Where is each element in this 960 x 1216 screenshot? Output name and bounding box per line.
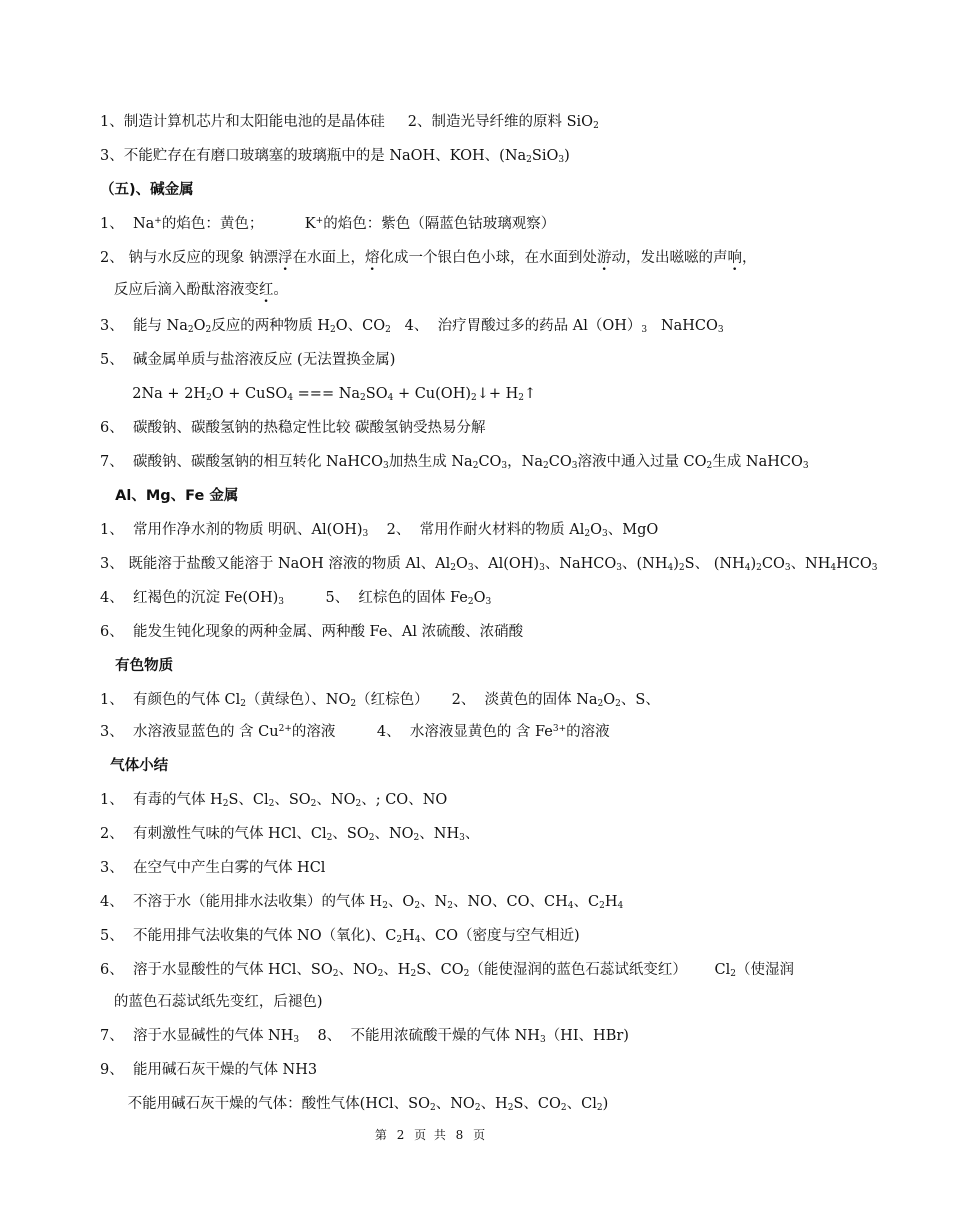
text-line: 不能用碱石灰干燥的气体：酸性气体(HCl、$SO_2$、$NO_2$、$H_2S$、$CO_2$、$Cl_2$) — [100, 1096, 609, 1113]
text-line: 6、 碳酸钠、碳酸氢钠的热稳定性比较 碳酸氢钠受热易分解 — [100, 420, 486, 436]
section-heading: 有色物质 — [100, 658, 174, 674]
text-line: 1、制造计算机芯片和太阳能电池的是晶体硅 2、制造光导纤维的原料 SiO$_2$ — [100, 114, 599, 131]
text-line: 1、 有颜色的气体 $Cl_2$（黄绿色）、$NO_2$（红棕色） 2、 淡黄色的固体 $Na_2O_2$、S、 — [100, 692, 660, 709]
text-line: 1、 常用作净水剂的物质 明矾、$Al(OH)_3$ 2、 常用作耐火材料的物质 $Al_2O_3$、MgO — [100, 522, 659, 539]
footer-total-unit: 页 — [473, 1128, 486, 1142]
page-footer — [0, 1126, 860, 1143]
footer-page-number: 2 — [396, 1128, 405, 1142]
text-line: 7、 碳酸钠、碳酸氢钠的相互转化 NaHCO$_3$加热生成 $Na_2CO_3$，$Na_2CO_3$溶液中通入过量 $CO_2$生成 NaHCO$_3$ — [100, 454, 809, 471]
footer-total-number: 8 — [455, 1128, 464, 1142]
footer-page-word: 第 — [374, 1128, 387, 1142]
text-line: 3、 能与 $Na_2O_2$反应的两种物质 $H_2O$、$CO_2$ 4、 治疗胃酸过多的药品 $Al(OH)_3$ NaHCO$_3$ — [100, 318, 724, 335]
text-line: 2、 有刺激性气味的气体 HCl、$Cl_2$、$SO_2$、$NO_2$、$NH_3$、 — [100, 826, 480, 843]
text-line: 6、 能发生钝化现象的两种金属、两种酸 Fe、Al 浓硫酸、浓硝酸 — [100, 624, 524, 640]
text-line: 7、 溶于水显碱性的气体 $NH_3$ 8、 不能用浓硫酸干燥的气体 $NH_3(HI$、HBr) — [100, 1028, 629, 1045]
footer-page-unit: 页 — [414, 1128, 427, 1142]
section-heading: （五)、碱金属 — [100, 182, 194, 198]
text-line: 3、不能贮存在有磨口玻璃塞的玻璃瓶中的是 NaOH、KOH、$(Na_2SiO_3)$ — [100, 148, 570, 165]
text-line: 3、 在空气中产生白雾的气体 HCl — [100, 860, 326, 876]
text-line: 5、 不能用排气法收集的气体 NO（氧化)、$C_2H_4$、CO（密度与空气相近) — [100, 928, 580, 945]
footer-total-word: 共 — [433, 1128, 446, 1142]
text-line: 1、 有毒的气体 $H_2S$、$Cl_2$、$SO_2$、$NO_2$、; CO、NO — [100, 792, 448, 809]
text-line: 9、 能用碱石灰干燥的气体 NH3 — [100, 1062, 318, 1078]
text-line: 2、 钠与水反应的现象 钠漂浮在水面上，熔化成一个银白色小球，在水面到处游动，发出嗞嗞的声响， — [100, 250, 757, 266]
text-line: 反应后滴入酚酞溶液变红。 — [100, 282, 288, 298]
section-heading: 气体小结 — [100, 758, 169, 774]
equation-line: $2Na + 2H_2O$ + CuSO$_4$ === $Na_2SO_4$ + $Cu(OH)_2↓+$ $H_2↑$ — [100, 386, 537, 403]
text-line: 6、 溶于水显酸性的气体 HCl、$SO_2$、$NO_2$、$H_2S$、$CO_2$（能使湿润的蓝色石蕊试纸变红） $Cl_2$（使湿润 — [100, 962, 794, 979]
text-line: 4、 不溶于水（能用排水法收集）的气体 $H_2$、$O_2$、$N_2$、NO、CO、$CH_4$、$C_2H_4$ — [100, 894, 624, 911]
text-line: 3、 既能溶于盐酸又能溶于 NaOH 溶液的物质 Al、$Al_2O_3$、$Al(OH)_3$、NaHCO$_3$、$(NH_4)_2S$、 $(NH_4)_2CO_3$、$NH_4HCO_3$ — [100, 556, 878, 573]
text-line: 5、 碱金属单质与盐溶液反应 (无法置换金属) — [100, 352, 396, 368]
text-line: 3、 水溶液显蓝色的 含 $Cu^{2+}$的溶液 4、 水溶液显黄色的 含 $Fe^{3+}$的溶液 — [100, 724, 610, 740]
text-line: 1、 Na+的焰色：黄色； K+的焰色：紫色（隔蓝色钴玻璃观察） — [100, 216, 556, 232]
section-heading: Al、Mg、Fe 金属 — [100, 488, 239, 504]
text-line: 4、 红褐色的沉淀 $Fe(OH)_3$ 5、 红棕色的固体 $Fe_2O_3$ — [100, 590, 492, 607]
text-line: 的蓝色石蕊试纸先变红，后褪色) — [100, 994, 323, 1010]
